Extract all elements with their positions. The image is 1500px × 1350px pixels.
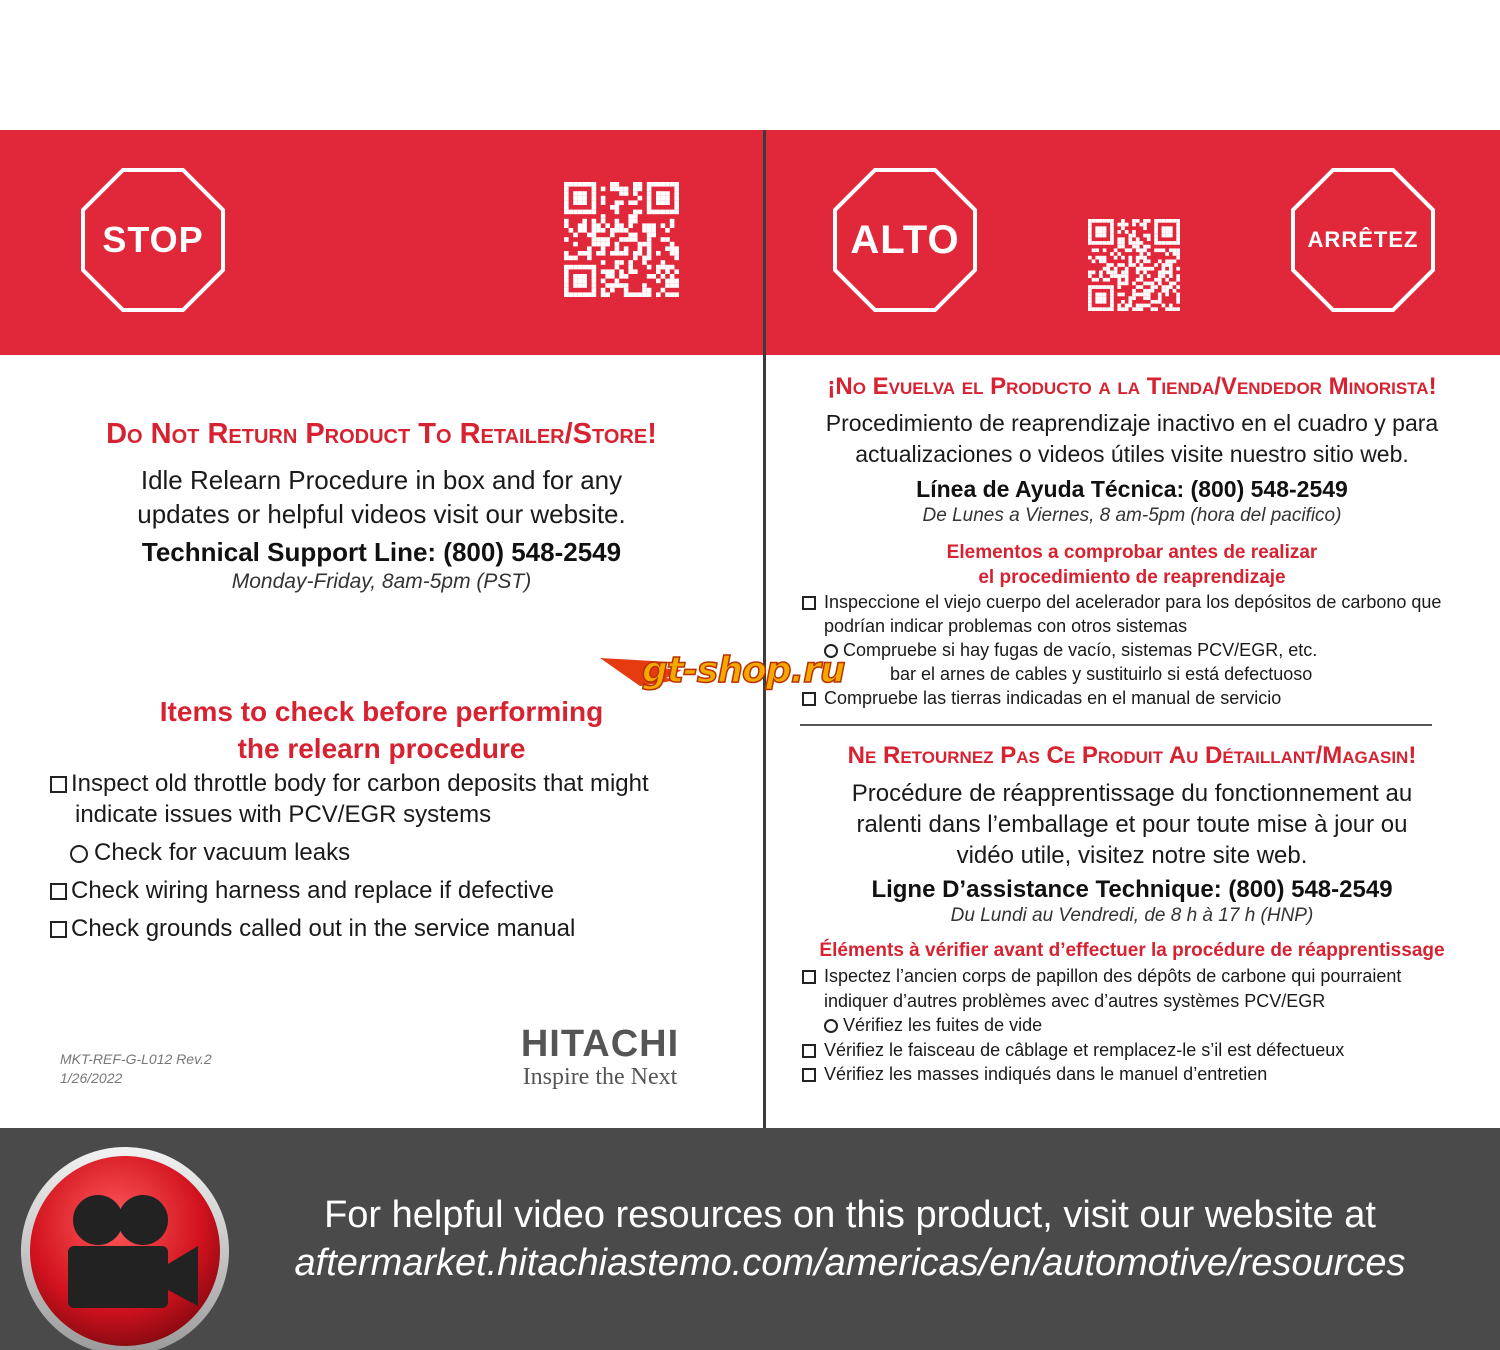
- french-support-line: Ligne D’assistance Technique: (800) 548-2549: [871, 876, 1393, 903]
- spanish-hours: De Lunes a Viernes, 8 am-5pm (hora del pacifico): [922, 505, 1342, 526]
- watermark-text: gt-shop.ru: [642, 650, 845, 691]
- circle-bullet-icon[interactable]: [824, 1019, 838, 1033]
- english-support-line: Technical Support Line: (800) 548-2549: [141, 537, 622, 567]
- list-item: [802, 638, 1492, 662]
- spanish-checks-title: [782, 540, 1482, 590]
- list-item: [50, 801, 750, 839]
- circle-bullet-icon[interactable]: [70, 845, 88, 863]
- check-text: podrían indicar problemas con otros sistemas: [824, 616, 1188, 636]
- check-text: Inspeccione el viejo cuerpo del acelerador para los depósitos de carbono que: [824, 592, 1442, 612]
- arretez-sign-label: ARRÊTEZ: [1307, 227, 1419, 252]
- checkbox-icon[interactable]: [802, 1044, 816, 1058]
- spanish-heading: ¡No Evuelva el Producto a la Tienda/Vendedor Minorista!: [827, 373, 1437, 400]
- english-hours: Monday-Friday, 8am-5pm (PST): [231, 570, 532, 593]
- list-item: [802, 1038, 1492, 1063]
- checkbox-icon[interactable]: [50, 776, 67, 793]
- french-intro-line-1: Procédure de réapprentissage du fonctionnement au: [851, 780, 1413, 807]
- spanish-intro-line-2: actualizaciones o videos útiles visite nuestro sitio web.: [855, 441, 1409, 467]
- spanish-checks-title-line-1: Elementos a comprobar antes de realizar: [946, 542, 1318, 563]
- check-text: Vérifiez le faisceau de câblage et remplacez-le s’il est défectueux: [824, 1039, 1345, 1060]
- check-text: Compruebe las tierras indicadas en el manual de servicio: [824, 688, 1282, 708]
- doc-date: 1/26/2022: [60, 1070, 123, 1086]
- check-text: Check grounds called out in the service manual: [71, 915, 576, 942]
- stop-sign-label: STOP: [102, 219, 204, 260]
- list-item: [802, 1013, 1492, 1038]
- spanish-checks-title-line-2: el procedimiento de reaprendizaje: [978, 567, 1286, 588]
- checkbox-icon[interactable]: [802, 970, 816, 984]
- list-item: [802, 989, 1492, 1014]
- check-text: Vérifiez les fuites de vide: [843, 1015, 1043, 1035]
- french-intro-line-2: ralenti dans l’emballage et pour toute mise à jour ou: [856, 811, 1408, 838]
- watermark-logo: [600, 652, 900, 696]
- english-intro-line-1: Idle Relearn Procedure in box and for any: [140, 465, 623, 495]
- footer-banner: [0, 1128, 1500, 1350]
- list-item: [802, 686, 1492, 710]
- doc-code: MKT-REF-G-L012 Rev.2: [60, 1051, 212, 1067]
- check-text: Check for vacuum leaks: [94, 839, 351, 866]
- check-text: Inspect old throttle body for carbon deposits that might: [71, 770, 649, 797]
- english-intro-line-2: updates or helpful videos visit our website.: [137, 499, 626, 529]
- arretez-sign-icon: [1290, 167, 1436, 313]
- spanish-checklist: [802, 590, 1492, 710]
- video-camera-icon[interactable]: [20, 1146, 230, 1350]
- check-text: Vérifiez les masses indiqués dans le manuel d’entretien: [824, 1064, 1268, 1084]
- english-heading: Do Not Return Product To Retailer/Store!: [106, 418, 657, 450]
- hitachi-logo: [490, 1024, 710, 1090]
- check-text: Ispectez l’ancien corps de papillon des dépôts de carbone qui pourraient: [824, 966, 1402, 986]
- spanish-intro-line-1: Procedimiento de reaprendizaje inactivo en el cuadro y para: [825, 410, 1439, 436]
- check-text: indicate issues with PCV/EGR systems: [75, 801, 492, 828]
- english-checks-title: [20, 693, 743, 767]
- footer-line-1: For helpful video resources on this product, visit our website at: [324, 1194, 1376, 1236]
- list-item: [50, 915, 750, 953]
- stop-sign-icon: [80, 167, 226, 313]
- english-checks-title-line-2: the relearn procedure: [237, 733, 526, 764]
- french-intro: [782, 778, 1482, 871]
- list-item: [802, 964, 1492, 989]
- spanish-intro: [782, 408, 1482, 470]
- qr-code-spanish-icon[interactable]: [1088, 219, 1180, 311]
- checkbox-icon[interactable]: [802, 1068, 816, 1082]
- list-item: [50, 839, 750, 877]
- check-text: indiquer d’autres problèmes avec d’autres systèmes PCV/EGR: [824, 990, 1326, 1011]
- spanish-support-line: Línea de Ayuda Técnica: (800) 548-2549: [916, 476, 1348, 502]
- check-text: Check wiring harness and replace if defective: [71, 877, 554, 904]
- list-item: [802, 614, 1492, 638]
- hitachi-tagline: Inspire the Next: [522, 1064, 678, 1090]
- footer-url-link[interactable]: aftermarket.hitachiastemo.com/americas/en/automotive/resources: [294, 1242, 1406, 1284]
- list-item: [50, 770, 750, 801]
- french-intro-line-3: vidéo utile, visitez notre site web.: [956, 842, 1308, 869]
- qr-code-icon[interactable]: [564, 182, 679, 297]
- list-item: [50, 877, 750, 915]
- list-item: [802, 662, 1492, 686]
- document-code: [60, 1050, 212, 1088]
- hitachi-wordmark: HITACHI: [520, 1023, 680, 1065]
- french-checklist: [802, 964, 1492, 1087]
- french-heading: Ne Retournez Pas Ce Produit Au Détaillant/Magasin!: [847, 742, 1417, 769]
- french-hours: Du Lundi au Vendredi, de 8 h à 17 h (HNP): [950, 905, 1314, 926]
- english-checks-title-line-1: Items to check before performing: [159, 696, 604, 727]
- english-checklist: [50, 770, 750, 953]
- alto-sign-icon: [832, 167, 978, 313]
- check-text: bar el arnes de cables y sustituirlo si está defectuoso: [890, 664, 1313, 684]
- checkbox-icon[interactable]: [802, 596, 816, 610]
- list-item: [802, 1062, 1492, 1087]
- alto-sign-label: ALTO: [850, 217, 960, 262]
- check-text: Compruebe si hay fugas de vacío, sistemas PCV/EGR, etc.: [843, 640, 1318, 660]
- english-intro: [20, 463, 743, 531]
- checkbox-icon[interactable]: [50, 921, 67, 938]
- list-item: [802, 590, 1492, 614]
- column-divider: [763, 130, 766, 1128]
- checkbox-icon[interactable]: [50, 883, 67, 900]
- section-divider: [800, 724, 1432, 726]
- french-checks-title: Éléments à vérifier avant d’effectuer la procédure de réapprentissage: [819, 940, 1445, 961]
